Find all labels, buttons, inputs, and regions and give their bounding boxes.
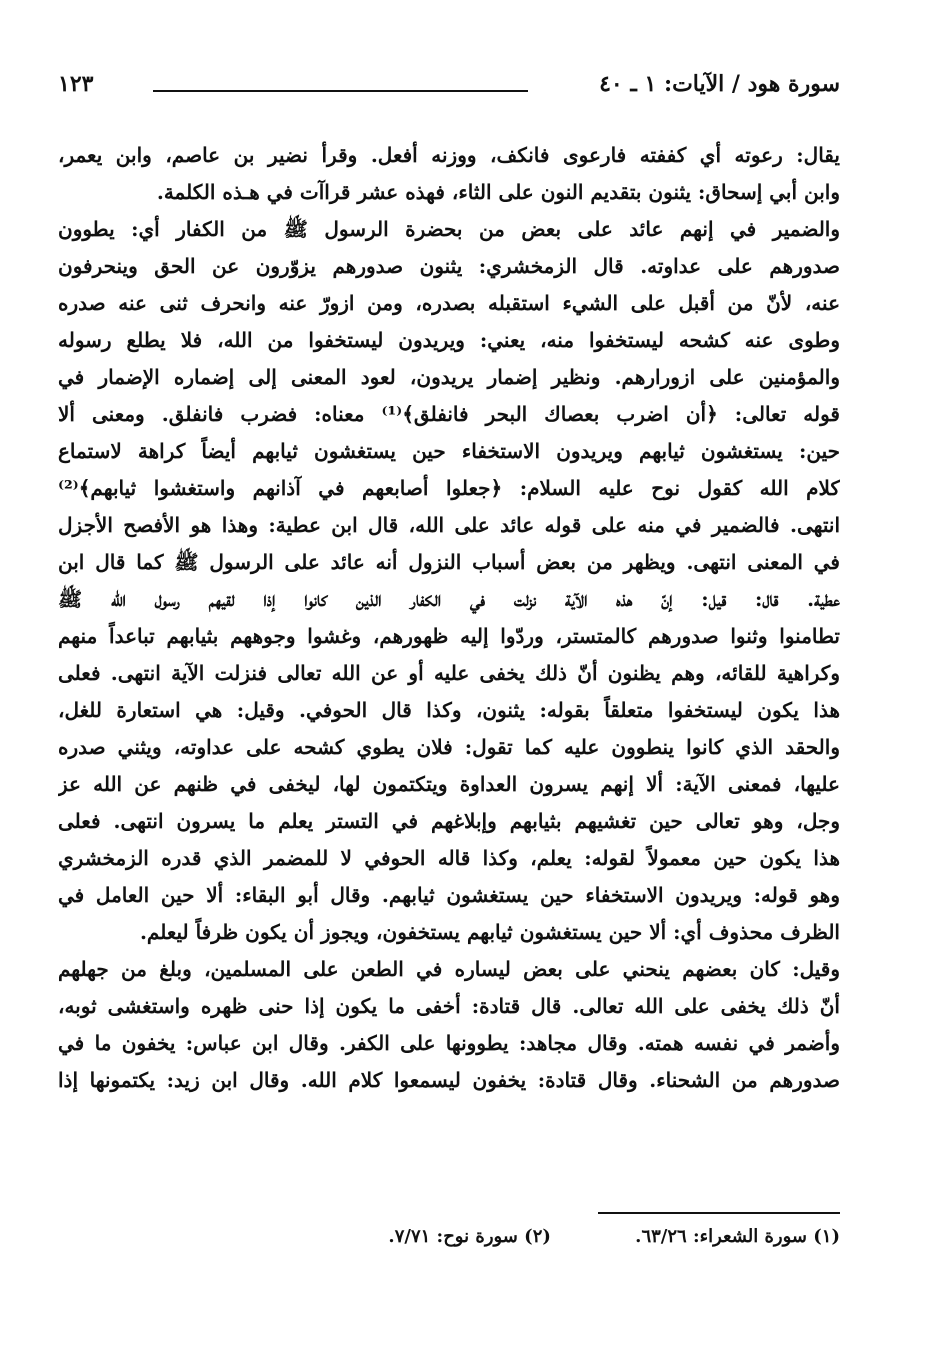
text-line: وقيل: كان بعضهم ينحني على بعض ليساره في الطعن على المسلمين، وبلغ من جهلهم: [58, 957, 840, 981]
text-line: وابن أبي إسحاق: يثنون بتقديم النون على الثاء، فهذه عشر قراآت في هـذه الكلمة.: [156, 180, 840, 204]
text-line: وهو قوله: ويريدون الاستخفاء حين يستغشون ثيابهم. وقال أبو البقاء: ألا حين العامل في: [58, 883, 840, 907]
text-line: هذا يكون حين معمولاً لقوله: يعلم، وكذا قاله الحوفي لا للمضمر الذي قدره الزمخشري: [58, 846, 840, 870]
text-line: وكراهية للقائه، وهم يظنون أنّ ذلك يخفى عليه أو عن الله تعالى فنزلت الآية انتهى. فعلى: [58, 661, 840, 685]
text-line: والضمير في إنهم عائد على بعض من بحضرة الرسول ﷺ من الكفار أي: يطوون: [58, 217, 840, 241]
text-line: صدورهم من الشحناء. وقال قتادة: يخفون ليسمعوا كلام الله. وقال ابن زيد: يكتمونها إذا: [58, 1068, 840, 1092]
text-line: تطامنوا وثنوا صدورهم كالمتستر، وردّوا إليه ظهورهم، وغشوا وجوههم بثيابهم تباعداً منهم: [58, 624, 840, 648]
text-line: حين: يستغشون ثيابهم ويريدون الاستخفاء حين يستغشون ثيابهم أيضاً كراهة لاستماع: [58, 439, 840, 463]
text-line: الظرف محذوف أي: ألا حين يستغشون ثيابهم يستخفون، ويجوز أن يكون ظرفاً ليعلم.: [139, 920, 840, 944]
text-line: عطية. قال: قيل: إنّ هذه الآية نزلت في الكفار الذين كانوا إذا لقيهم رسول الله ﷺ: [58, 587, 840, 611]
text-line: وأضمر في نفسه همته. وقال مجاهد: يطوونها على الكفر. وقال ابن عباس: يخفون ما في: [58, 1031, 840, 1055]
text-line: وجل، وهو تعالى حين تغشيهم بثيابهم وإبلاغهم في التستر يعلم ما يسرون انتهى. فعلى: [58, 809, 840, 833]
text-line: وطوى عنه كشحه ليستخفوا منه، يعني: ويريدون ليستخفوا من الله، فلا يطلع رسوله: [58, 328, 840, 352]
text-line: كلام الله كقول نوح عليه السلام: ﴿جعلوا أصابعهم في آذانهم واستغشوا ثيابهم﴾⁽²⁾: [58, 476, 840, 500]
footnote-2: (٢) سورة نوح: ٧/٧١.: [388, 1226, 551, 1247]
text-line: هذا يكون ليستخفوا متعلقاً بقوله: يثنون، وكذا قال الحوفي. وقيل: هي استعارة للغل،: [58, 698, 840, 722]
body-text: [58, 137, 840, 1099]
text-line: انتهى. فالضمير في منه على قوله عائد على الله، قال ابن عطية: وهذا هو الأفصح الأجزل: [58, 513, 840, 537]
text-line: والمؤمنين على ازورارهم. ونظير إضمار يريدون، لعود المعنى إلى إضماره الإضمار في: [58, 365, 840, 389]
text-line: عليها، فمعنى الآية: ألا إنهم يسرون العداوة ويتكتمون لها، ليخفى في ظنهم عن الله عز: [58, 772, 840, 796]
text-line: والحقد الذي كانوا ينطوون عليه كما تقول: فلان يطوي كشحه على عداوته، ويثني صدره: [58, 735, 840, 759]
footnote-rule: [598, 1212, 840, 1214]
footnote-1: (١) سورة الشعراء: ٦٣/٢٦.: [635, 1226, 840, 1247]
text-line: أنّ ذلك يخفى على الله تعالى. قال قتادة: أخفى ما يكون إذا حنى ظهره واستغشى ثوبه،: [58, 994, 840, 1018]
text-line: عنه، لأنّ من أقبل على الشيء استقبله بصدره، ومن ازورّ عنه وانحرف ثنى عنه صدره: [58, 291, 840, 315]
text-line: يقال: رعوته أي كففته فارعوى فانكف، ووزنه أفعل. وقرأ نضير بن عاصم، وابن يعمر،: [58, 143, 840, 167]
running-title: سورة هود / الآيات: ١ ـ ٤٠: [599, 71, 840, 97]
page-number: ١٢٣: [58, 71, 94, 97]
text-line: قوله تعالى: ﴿أن اضرب بعصاك البحر فانفلق﴾⁽¹⁾ معناه: فضرب فانفلق. ومعنى ألا: [58, 402, 840, 426]
text-line: في المعنى انتهى. ويظهر من بعض أسباب النزول أنه عائد على الرسول ﷺ كما قال ابن: [58, 550, 840, 574]
page-header: [58, 68, 840, 108]
header-rule: [153, 90, 528, 92]
footnotes: [230, 1222, 840, 1252]
text-line: صدورهم على عداوته. قال الزمخشري: يثنون صدورهم يزوّرون عن الحق وينحرفون: [58, 254, 840, 278]
